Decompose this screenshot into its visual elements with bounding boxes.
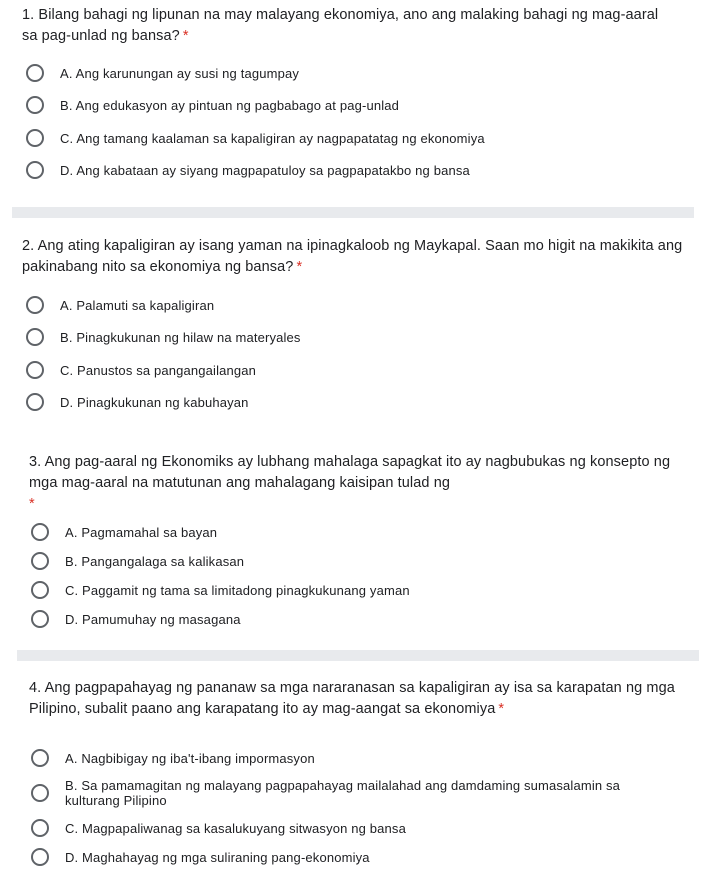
option-d[interactable]	[26, 161, 470, 179]
option-label: C. Magpapaliwanag sa kasalukuyang sitwasyon ng bansa	[65, 820, 406, 836]
question-title: 1. Bilang bahagi ng lipunan na may malayang ekonomiya, ano ang malaking bahagi ng mag-aaral sa pag-unlad ng bansa? *	[22, 7, 659, 44]
radio-button[interactable]	[31, 523, 49, 541]
question-title: 3. Ang pag-aaral ng Ekonomiks ay lubhang mahalaga sapagkat ito ay nagbubukas ng konsepto ng mga mag-aaral na matutunan ang mahalagang kaisipan tulad ng *	[29, 454, 671, 512]
option-label: B. Sa pamamagitan ng malayang pagpapahayag mailalahad ang damdaming sumasalamin sa kulturang Pilipino	[65, 778, 621, 808]
option-b[interactable]	[31, 778, 651, 808]
option-label: C. Paggamit ng tama sa limitadong pinagkukunang yaman	[65, 582, 410, 598]
required-asterisk: *	[498, 701, 505, 717]
radio-button[interactable]	[26, 361, 44, 379]
radio-button[interactable]	[31, 749, 49, 767]
option-label: D. Ang kabataan ay siyang magpapatuloy sa pagpapatakbo ng bansa	[60, 162, 470, 178]
option-c[interactable]	[26, 361, 256, 379]
option-a[interactable]	[31, 523, 217, 541]
radio-button[interactable]	[26, 64, 44, 82]
radio-button[interactable]	[26, 393, 44, 411]
option-d[interactable]	[31, 610, 241, 628]
radio-button[interactable]	[26, 96, 44, 114]
option-label: A. Palamuti sa kapaligiran	[60, 297, 215, 313]
option-a[interactable]	[26, 296, 214, 314]
radio-button[interactable]	[31, 819, 49, 837]
radio-button[interactable]	[31, 848, 49, 866]
option-b[interactable]	[31, 552, 244, 570]
option-label: C. Ang tamang kaalaman sa kapaligiran ay nagpapatatag ng ekonomiya	[60, 130, 485, 146]
option-b[interactable]	[26, 96, 399, 114]
option-c[interactable]	[26, 129, 485, 147]
section-divider	[17, 650, 699, 661]
option-b[interactable]	[26, 328, 301, 346]
option-label: D. Pamumuhay ng masagana	[65, 611, 241, 627]
radio-button[interactable]	[26, 328, 44, 346]
option-label: D. Maghahayag ng mga suliraning pang-ekonomiya	[65, 849, 370, 865]
question-title: 2. Ang ating kapaligiran ay isang yaman na ipinagkaloob ng Maykapal. Saan mo higit na makikita ang pakinabang nito sa ekonomiya ng bansa? *	[22, 238, 683, 275]
option-a[interactable]	[31, 749, 315, 767]
radio-button[interactable]	[26, 296, 44, 314]
option-label: B. Pinagkukunan ng hilaw na materyales	[60, 329, 301, 345]
option-label: B. Ang edukasyon ay pintuan ng pagbabago at pag-unlad	[60, 97, 399, 113]
option-label: A. Ang karunungan ay susi ng tagumpay	[60, 65, 299, 81]
required-asterisk: *	[182, 28, 189, 44]
option-d[interactable]	[26, 393, 249, 411]
radio-button[interactable]	[31, 552, 49, 570]
question-1	[0, 0, 705, 200]
section-divider	[12, 207, 694, 218]
option-label: A. Pagmamahal sa bayan	[65, 524, 218, 540]
option-a[interactable]	[26, 64, 299, 82]
option-c[interactable]	[31, 819, 406, 837]
radio-button[interactable]	[31, 784, 49, 802]
option-label: D. Pinagkukunan ng kabuhayan	[60, 394, 249, 410]
option-c[interactable]	[31, 581, 410, 599]
option-label: A. Nagbibigay ng iba't-ibang impormasyon	[65, 750, 315, 766]
radio-button[interactable]	[26, 161, 44, 179]
radio-button[interactable]	[26, 129, 44, 147]
option-label: B. Pangangalaga sa kalikasan	[65, 553, 245, 569]
radio-button[interactable]	[31, 581, 49, 599]
option-d[interactable]	[31, 848, 370, 866]
required-asterisk: *	[29, 496, 35, 512]
required-asterisk: *	[296, 259, 303, 275]
radio-button[interactable]	[31, 610, 49, 628]
option-label: C. Panustos sa pangangailangan	[60, 362, 257, 378]
question-title: 4. Ang pagpapahayag ng pananaw sa mga nararanasan sa kapaligiran ay isa sa karapatan ng mga Pilipino, subalit paano ang karapatang ito ay mag-aangat sa ekonomiya *	[29, 680, 675, 717]
